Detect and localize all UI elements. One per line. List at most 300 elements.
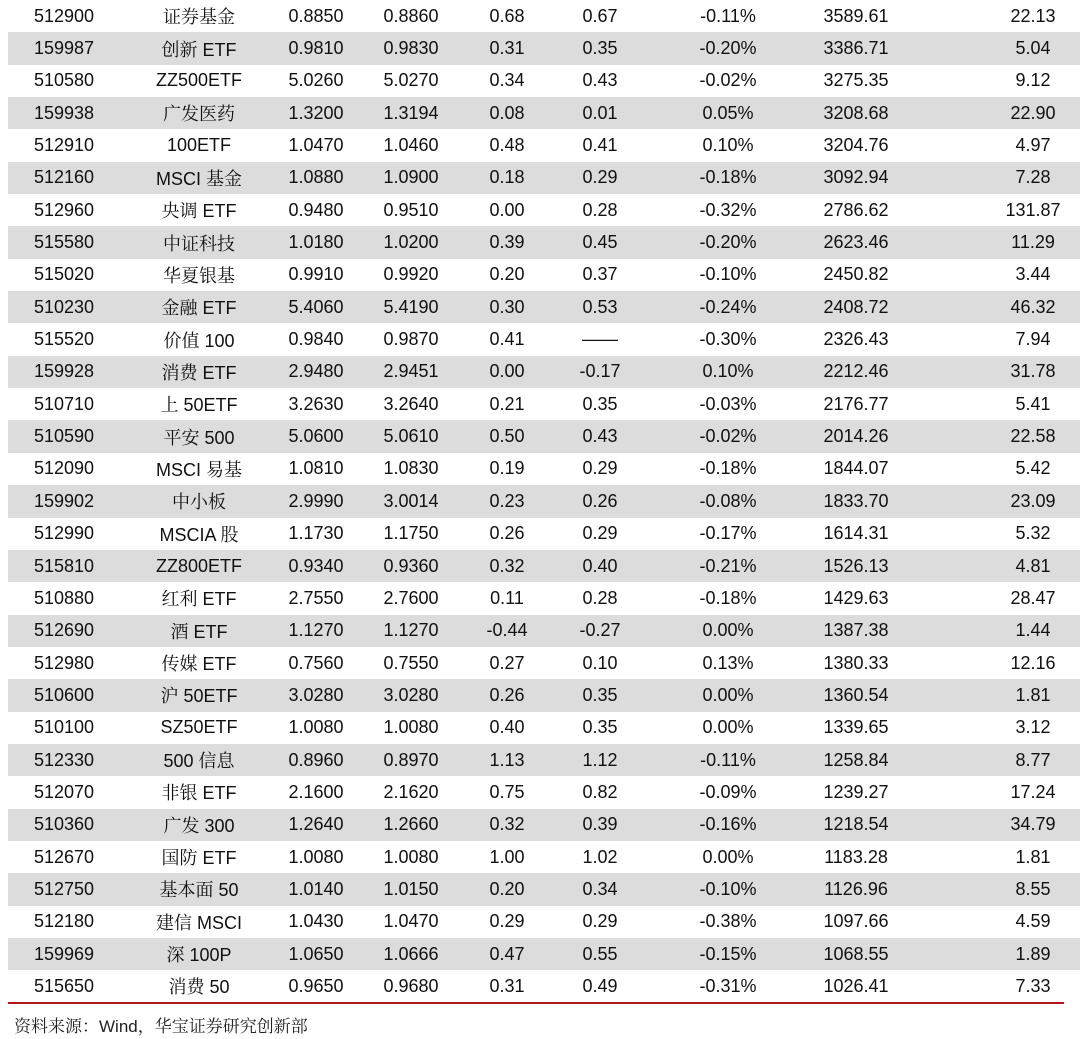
- cell-col-4: 1.0900: [362, 162, 460, 194]
- cell-col-9: 22.58: [902, 420, 1080, 452]
- cell-col-4: 2.1620: [362, 776, 460, 808]
- cell-fund-code: 159969: [8, 938, 128, 970]
- cell-col-7: 0.05%: [646, 97, 810, 129]
- cell-col-9: 11.29: [902, 226, 1080, 258]
- cell-col-3: 2.9990: [270, 485, 362, 517]
- cell-col-7: -0.08%: [646, 485, 810, 517]
- cell-fund-code: 510230: [8, 291, 128, 323]
- cell-fund-name: MSCIA 股: [128, 518, 270, 550]
- cell-col-9: 131.87: [902, 194, 1080, 226]
- cell-fund-name: 消费 ETF: [128, 356, 270, 388]
- cell-col-8: 2623.46: [810, 226, 902, 258]
- table-row: [8, 647, 1080, 679]
- cell-col-8: 1126.96: [810, 873, 902, 905]
- table-row: [8, 744, 1080, 776]
- cell-fund-code: 159928: [8, 356, 128, 388]
- cell-col-4: 1.2660: [362, 809, 460, 841]
- cell-col-6: 0.29: [554, 518, 646, 550]
- cell-col-5: 0.00: [460, 356, 554, 388]
- cell-col-8: 1218.54: [810, 809, 902, 841]
- cell-col-7: -0.20%: [646, 32, 810, 64]
- cell-col-9: 4.81: [902, 550, 1080, 582]
- cell-col-4: 1.0080: [362, 841, 460, 873]
- cell-fund-code: 515020: [8, 259, 128, 291]
- cell-col-3: 2.7550: [270, 582, 362, 614]
- cell-fund-code: 159938: [8, 97, 128, 129]
- cell-fund-name: 上 50ETF: [128, 388, 270, 420]
- cell-col-3: 0.8850: [270, 0, 362, 32]
- cell-fund-code: 515650: [8, 970, 128, 1002]
- cell-fund-code: 512670: [8, 841, 128, 873]
- cell-col-8: 1183.28: [810, 841, 902, 873]
- cell-col-9: 3.44: [902, 259, 1080, 291]
- cell-col-3: 1.0180: [270, 226, 362, 258]
- cell-col-9: 7.28: [902, 162, 1080, 194]
- table-row: [8, 259, 1080, 291]
- table-row: [8, 162, 1080, 194]
- table-row: [8, 809, 1080, 841]
- cell-col-5: 0.31: [460, 32, 554, 64]
- table-row: [8, 388, 1080, 420]
- cell-col-8: 1239.27: [810, 776, 902, 808]
- table-row: [8, 841, 1080, 873]
- cell-fund-code: 512990: [8, 518, 128, 550]
- cell-col-4: 0.9360: [362, 550, 460, 582]
- cell-col-8: 2326.43: [810, 323, 902, 355]
- cell-col-8: 1339.65: [810, 712, 902, 744]
- source-note: 资料来源：Wind，华宝证券研究创新部: [14, 1017, 308, 1036]
- cell-col-7: -0.03%: [646, 388, 810, 420]
- cell-col-7: -0.18%: [646, 582, 810, 614]
- cell-col-5: 0.47: [460, 938, 554, 970]
- cell-col-7: 0.00%: [646, 841, 810, 873]
- cell-fund-name: 红利 ETF: [128, 582, 270, 614]
- table-row: [8, 615, 1080, 647]
- cell-col-9: 46.32: [902, 291, 1080, 323]
- cell-col-4: 0.8860: [362, 0, 460, 32]
- cell-col-9: 4.59: [902, 906, 1080, 938]
- cell-col-3: 5.0260: [270, 65, 362, 97]
- cell-fund-name: 酒 ETF: [128, 615, 270, 647]
- cell-col-3: 1.0810: [270, 453, 362, 485]
- table-row: [8, 323, 1080, 355]
- cell-col-4: 0.9920: [362, 259, 460, 291]
- cell-col-6: 0.49: [554, 970, 646, 1002]
- cell-col-4: 1.0830: [362, 453, 460, 485]
- cell-col-9: 3.12: [902, 712, 1080, 744]
- cell-col-8: 1429.63: [810, 582, 902, 614]
- cell-col-6: 0.29: [554, 906, 646, 938]
- cell-col-6: 0.55: [554, 938, 646, 970]
- cell-col-3: 3.0280: [270, 679, 362, 711]
- cell-col-4: 1.0470: [362, 906, 460, 938]
- cell-col-8: 1614.31: [810, 518, 902, 550]
- cell-fund-name: 国防 ETF: [128, 841, 270, 873]
- cell-col-7: -0.15%: [646, 938, 810, 970]
- cell-col-7: -0.02%: [646, 65, 810, 97]
- cell-col-3: 1.0430: [270, 906, 362, 938]
- cell-col-9: 7.33: [902, 970, 1080, 1002]
- cell-col-9: 8.77: [902, 744, 1080, 776]
- cell-col-9: 1.44: [902, 615, 1080, 647]
- cell-col-6: 0.01: [554, 97, 646, 129]
- cell-col-5: 0.30: [460, 291, 554, 323]
- cell-col-4: 5.0270: [362, 65, 460, 97]
- cell-col-3: 1.0880: [270, 162, 362, 194]
- cell-col-5: 0.08: [460, 97, 554, 129]
- cell-col-5: 0.23: [460, 485, 554, 517]
- cell-col-7: -0.32%: [646, 194, 810, 226]
- cell-col-3: 0.9480: [270, 194, 362, 226]
- cell-col-7: -0.09%: [646, 776, 810, 808]
- cell-col-6: 0.40: [554, 550, 646, 582]
- cell-col-6: 0.35: [554, 388, 646, 420]
- table-row: [8, 194, 1080, 226]
- cell-col-9: 5.04: [902, 32, 1080, 64]
- table-row: [8, 32, 1080, 64]
- cell-col-3: 0.9340: [270, 550, 362, 582]
- cell-col-5: 0.26: [460, 518, 554, 550]
- cell-fund-name: 基本面 50: [128, 873, 270, 905]
- cell-col-3: 1.2640: [270, 809, 362, 841]
- table-row: [8, 97, 1080, 129]
- cell-col-9: 17.24: [902, 776, 1080, 808]
- cell-col-6: 0.29: [554, 453, 646, 485]
- cell-col-7: 0.00%: [646, 679, 810, 711]
- cell-col-9: 31.78: [902, 356, 1080, 388]
- cell-fund-code: 512070: [8, 776, 128, 808]
- cell-col-5: 0.50: [460, 420, 554, 452]
- cell-col-9: 5.32: [902, 518, 1080, 550]
- cell-fund-name: ZZ800ETF: [128, 550, 270, 582]
- cell-fund-name: 建信 MSCI: [128, 906, 270, 938]
- table-row: [8, 938, 1080, 970]
- table-bottom-rule: [8, 1002, 1064, 1004]
- cell-col-3: 1.3200: [270, 97, 362, 129]
- cell-col-3: 0.9840: [270, 323, 362, 355]
- table-row: [8, 712, 1080, 744]
- cell-col-8: 3386.71: [810, 32, 902, 64]
- table-row: [8, 485, 1080, 517]
- cell-col-6: 0.35: [554, 712, 646, 744]
- cell-fund-code: 515810: [8, 550, 128, 582]
- cell-col-7: -0.24%: [646, 291, 810, 323]
- cell-col-7: -0.38%: [646, 906, 810, 938]
- cell-fund-name: ZZ500ETF: [128, 65, 270, 97]
- cell-fund-name: 100ETF: [128, 129, 270, 161]
- cell-col-6: 0.29: [554, 162, 646, 194]
- cell-fund-name: 央调 ETF: [128, 194, 270, 226]
- cell-fund-code: 512980: [8, 647, 128, 679]
- cell-col-5: 0.75: [460, 776, 554, 808]
- cell-col-9: 1.81: [902, 679, 1080, 711]
- cell-col-8: 2786.62: [810, 194, 902, 226]
- cell-col-5: 0.26: [460, 679, 554, 711]
- cell-fund-code: 512750: [8, 873, 128, 905]
- cell-col-9: 22.13: [902, 0, 1080, 32]
- cell-col-4: 1.1270: [362, 615, 460, 647]
- cell-col-5: 0.34: [460, 65, 554, 97]
- cell-col-4: 0.9870: [362, 323, 460, 355]
- cell-fund-name: 华夏银基: [128, 259, 270, 291]
- table-row: [8, 356, 1080, 388]
- cell-fund-name: 中小板: [128, 485, 270, 517]
- cell-col-3: 1.1730: [270, 518, 362, 550]
- cell-fund-code: 510580: [8, 65, 128, 97]
- cell-col-3: 0.9650: [270, 970, 362, 1002]
- cell-col-4: 0.7550: [362, 647, 460, 679]
- cell-col-5: 0.41: [460, 323, 554, 355]
- cell-col-9: 23.09: [902, 485, 1080, 517]
- cell-col-3: 0.8960: [270, 744, 362, 776]
- cell-fund-code: 512160: [8, 162, 128, 194]
- cell-col-5: 0.20: [460, 873, 554, 905]
- cell-col-4: 5.0610: [362, 420, 460, 452]
- cell-col-9: 5.41: [902, 388, 1080, 420]
- cell-col-6: 0.43: [554, 65, 646, 97]
- cell-col-3: 1.0080: [270, 712, 362, 744]
- cell-fund-name: 深 100P: [128, 938, 270, 970]
- cell-fund-code: 159902: [8, 485, 128, 517]
- cell-col-6: 0.10: [554, 647, 646, 679]
- cell-col-8: 1387.38: [810, 615, 902, 647]
- table-row: [8, 873, 1080, 905]
- cell-col-7: -0.10%: [646, 259, 810, 291]
- cell-fund-name: 非银 ETF: [128, 776, 270, 808]
- table-row: [8, 518, 1080, 550]
- cell-col-5: 0.18: [460, 162, 554, 194]
- cell-col-7: 0.10%: [646, 129, 810, 161]
- cell-fund-name: 沪 50ETF: [128, 679, 270, 711]
- table-row: [8, 582, 1080, 614]
- cell-fund-name: 广发医药: [128, 97, 270, 129]
- cell-col-8: 3204.76: [810, 129, 902, 161]
- cell-fund-code: 512090: [8, 453, 128, 485]
- cell-col-3: 0.7560: [270, 647, 362, 679]
- cell-col-9: 1.89: [902, 938, 1080, 970]
- cell-col-8: 1258.84: [810, 744, 902, 776]
- table-row: [8, 776, 1080, 808]
- table-row: [8, 129, 1080, 161]
- cell-fund-name: SZ50ETF: [128, 712, 270, 744]
- cell-col-6: 1.02: [554, 841, 646, 873]
- cell-col-3: 5.4060: [270, 291, 362, 323]
- cell-col-8: 2408.72: [810, 291, 902, 323]
- table-row: [8, 226, 1080, 258]
- cell-col-8: 2450.82: [810, 259, 902, 291]
- cell-fund-name: 证券基金: [128, 0, 270, 32]
- cell-fund-code: 510100: [8, 712, 128, 744]
- cell-col-7: -0.21%: [646, 550, 810, 582]
- cell-col-8: 3208.68: [810, 97, 902, 129]
- cell-fund-name: 价值 100: [128, 323, 270, 355]
- table-row: [8, 291, 1080, 323]
- cell-col-5: 0.32: [460, 809, 554, 841]
- cell-col-7: 0.13%: [646, 647, 810, 679]
- cell-col-7: -0.16%: [646, 809, 810, 841]
- cell-col-4: 1.0080: [362, 712, 460, 744]
- cell-col-7: -0.11%: [646, 744, 810, 776]
- cell-col-5: 0.39: [460, 226, 554, 258]
- cell-col-9: 8.55: [902, 873, 1080, 905]
- cell-fund-name: 中证科技: [128, 226, 270, 258]
- cell-col-3: 2.1600: [270, 776, 362, 808]
- cell-col-8: 3589.61: [810, 0, 902, 32]
- cell-col-6: 0.28: [554, 582, 646, 614]
- cell-col-4: 0.9680: [362, 970, 460, 1002]
- cell-col-5: 0.32: [460, 550, 554, 582]
- cell-col-5: 0.19: [460, 453, 554, 485]
- cell-col-6: 0.43: [554, 420, 646, 452]
- cell-col-3: 1.0080: [270, 841, 362, 873]
- cell-fund-name: 平安 500: [128, 420, 270, 452]
- cell-col-6: 0.35: [554, 32, 646, 64]
- cell-col-7: -0.02%: [646, 420, 810, 452]
- cell-fund-code: 512330: [8, 744, 128, 776]
- cell-col-9: 34.79: [902, 809, 1080, 841]
- cell-col-9: 5.42: [902, 453, 1080, 485]
- cell-col-7: -0.18%: [646, 162, 810, 194]
- cell-col-4: 3.0280: [362, 679, 460, 711]
- cell-col-3: 2.9480: [270, 356, 362, 388]
- cell-col-3: 1.0650: [270, 938, 362, 970]
- cell-col-6: 0.26: [554, 485, 646, 517]
- cell-col-3: 5.0600: [270, 420, 362, 452]
- cell-col-8: 3092.94: [810, 162, 902, 194]
- cell-col-5: 0.11: [460, 582, 554, 614]
- cell-col-7: -0.18%: [646, 453, 810, 485]
- cell-fund-code: 512910: [8, 129, 128, 161]
- cell-col-8: 1026.41: [810, 970, 902, 1002]
- cell-col-9: 9.12: [902, 65, 1080, 97]
- cell-col-5: 0.00: [460, 194, 554, 226]
- cell-col-4: 1.0150: [362, 873, 460, 905]
- cell-col-7: -0.31%: [646, 970, 810, 1002]
- table-row: [8, 679, 1080, 711]
- cell-fund-code: 512180: [8, 906, 128, 938]
- cell-col-5: 0.21: [460, 388, 554, 420]
- cell-fund-name: 金融 ETF: [128, 291, 270, 323]
- cell-col-8: 2176.77: [810, 388, 902, 420]
- cell-fund-code: 512960: [8, 194, 128, 226]
- table-row: [8, 906, 1080, 938]
- cell-col-4: 5.4190: [362, 291, 460, 323]
- cell-col-4: 1.0460: [362, 129, 460, 161]
- cell-col-8: 1068.55: [810, 938, 902, 970]
- cell-col-4: 3.0014: [362, 485, 460, 517]
- cell-fund-code: 510880: [8, 582, 128, 614]
- cell-col-7: -0.10%: [646, 873, 810, 905]
- cell-col-7: -0.17%: [646, 518, 810, 550]
- cell-col-4: 3.2640: [362, 388, 460, 420]
- cell-col-3: 1.0470: [270, 129, 362, 161]
- cell-fund-name: 传媒 ETF: [128, 647, 270, 679]
- cell-col-9: 22.90: [902, 97, 1080, 129]
- cell-col-9: 28.47: [902, 582, 1080, 614]
- cell-col-4: 0.9510: [362, 194, 460, 226]
- cell-fund-code: 512690: [8, 615, 128, 647]
- cell-col-8: 1833.70: [810, 485, 902, 517]
- cell-fund-code: 159987: [8, 32, 128, 64]
- cell-col-7: 0.00%: [646, 712, 810, 744]
- table-body: [8, 0, 1080, 1003]
- cell-col-8: 1360.54: [810, 679, 902, 711]
- cell-fund-name: 消费 50: [128, 970, 270, 1002]
- cell-col-7: 0.10%: [646, 356, 810, 388]
- cell-col-3: 1.0140: [270, 873, 362, 905]
- cell-col-6: 0.53: [554, 291, 646, 323]
- table-row: [8, 420, 1080, 452]
- cell-col-6: ——: [554, 323, 646, 355]
- cell-col-7: -0.30%: [646, 323, 810, 355]
- table-row: [8, 0, 1080, 32]
- cell-col-9: 4.97: [902, 129, 1080, 161]
- cell-col-8: 1844.07: [810, 453, 902, 485]
- cell-col-9: 12.16: [902, 647, 1080, 679]
- cell-col-5: -0.44: [460, 615, 554, 647]
- cell-col-6: 1.12: [554, 744, 646, 776]
- cell-col-8: 1097.66: [810, 906, 902, 938]
- cell-col-9: 1.81: [902, 841, 1080, 873]
- cell-col-6: 0.82: [554, 776, 646, 808]
- cell-fund-code: 515580: [8, 226, 128, 258]
- cell-fund-code: 510600: [8, 679, 128, 711]
- cell-col-6: 0.35: [554, 679, 646, 711]
- cell-col-3: 0.9810: [270, 32, 362, 64]
- table-row: [8, 970, 1080, 1002]
- cell-fund-name: 500 信息: [128, 744, 270, 776]
- cell-col-6: 0.45: [554, 226, 646, 258]
- cell-col-4: 1.3194: [362, 97, 460, 129]
- table-row: [8, 550, 1080, 582]
- cell-col-7: -0.11%: [646, 0, 810, 32]
- cell-fund-code: 512900: [8, 0, 128, 32]
- cell-col-6: 0.37: [554, 259, 646, 291]
- cell-col-3: 3.2630: [270, 388, 362, 420]
- cell-fund-code: 510710: [8, 388, 128, 420]
- cell-col-6: -0.27: [554, 615, 646, 647]
- cell-col-4: 1.0200: [362, 226, 460, 258]
- cell-col-3: 1.1270: [270, 615, 362, 647]
- cell-col-5: 0.40: [460, 712, 554, 744]
- cell-col-4: 1.1750: [362, 518, 460, 550]
- cell-col-8: 3275.35: [810, 65, 902, 97]
- cell-col-4: 2.9451: [362, 356, 460, 388]
- cell-fund-code: 510590: [8, 420, 128, 452]
- cell-col-6: 0.67: [554, 0, 646, 32]
- cell-col-5: 1.13: [460, 744, 554, 776]
- cell-col-6: 0.39: [554, 809, 646, 841]
- cell-col-4: 0.8970: [362, 744, 460, 776]
- cell-fund-name: 广发 300: [128, 809, 270, 841]
- cell-col-5: 0.27: [460, 647, 554, 679]
- cell-col-9: 7.94: [902, 323, 1080, 355]
- cell-col-8: 2014.26: [810, 420, 902, 452]
- cell-col-8: 2212.46: [810, 356, 902, 388]
- cell-fund-name: MSCI 基金: [128, 162, 270, 194]
- cell-col-5: 0.29: [460, 906, 554, 938]
- cell-col-8: 1526.13: [810, 550, 902, 582]
- cell-col-4: 1.0666: [362, 938, 460, 970]
- cell-fund-code: 515520: [8, 323, 128, 355]
- cell-col-7: 0.00%: [646, 615, 810, 647]
- cell-col-3: 0.9910: [270, 259, 362, 291]
- cell-col-6: 0.34: [554, 873, 646, 905]
- cell-col-4: 0.9830: [362, 32, 460, 64]
- table-row: [8, 65, 1080, 97]
- cell-col-4: 2.7600: [362, 582, 460, 614]
- cell-fund-name: MSCI 易基: [128, 453, 270, 485]
